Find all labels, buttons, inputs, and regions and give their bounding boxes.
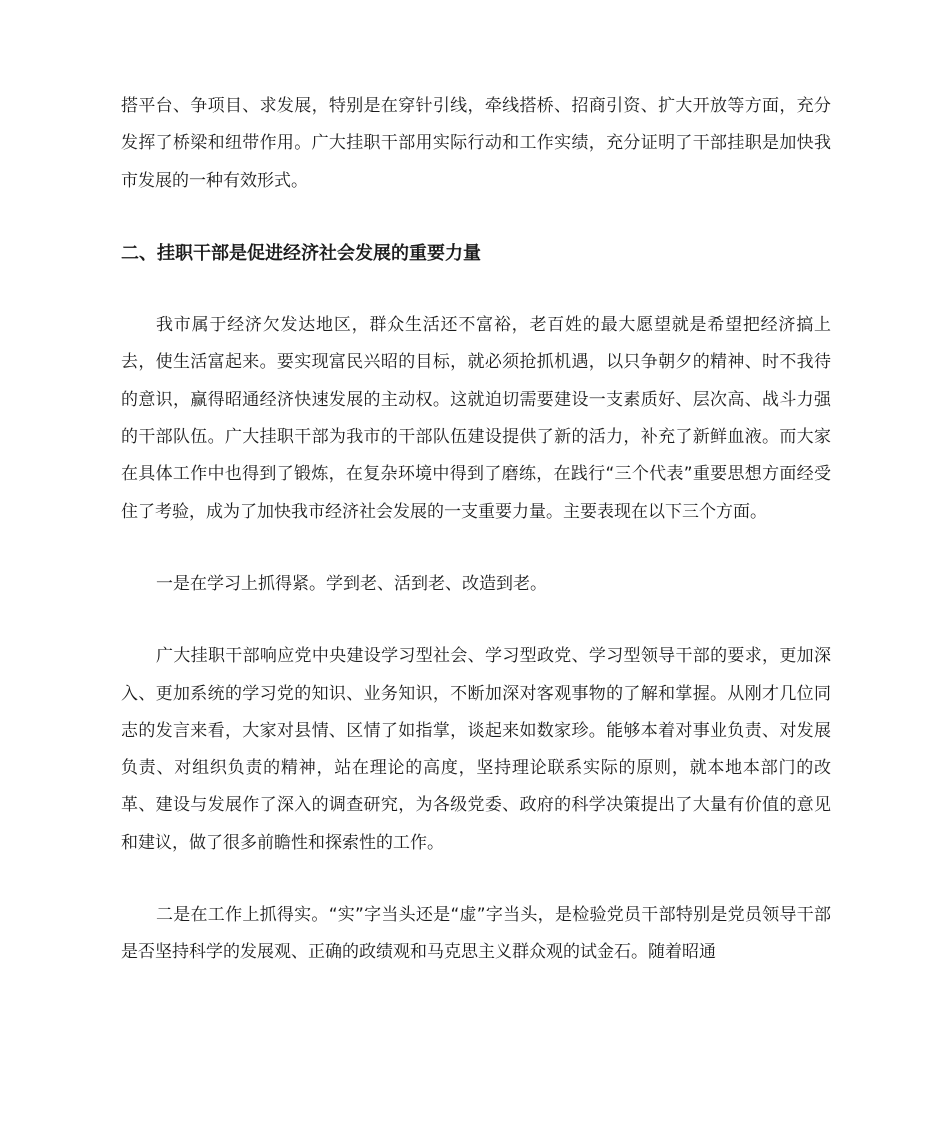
section-heading: 二、挂职干部是促进经济社会发展的重要力量 xyxy=(121,242,481,264)
paragraph: 搭平台、争项目、求发展，特别是在穿针引线，牵线搭桥、招商引资、扩大开放等方面，充分发挥了桥梁和纽带作用。广大挂职干部用实际行动和工作实绩，充分证明了干部挂职是加快我市发展的一种有效形式。 xyxy=(121,96,831,191)
paragraph: 一是在学习上抓得紧。学到老、活到老、改造到老。 xyxy=(156,573,547,594)
document-page xyxy=(121,88,831,972)
paragraph: 二是在工作上抓得实。“实”字当头还是“虚”字当头，是检验党员干部特别是党员领导干部是否坚持科学的发展观、正确的政绩观和马克思主义群众观的试金石。随着昭通 xyxy=(121,905,831,963)
paragraph: 广大挂职干部响应党中央建设学习型社会、学习型政党、学习型领导干部的要求，更加深入、更加系统的学习党的知识、业务知识，不断加深对客观事物的了解和掌握。从刚才几位同志的发言来看，大家对县情、区情了如指掌，谈起来如数家珍。能够本着对事业负责、对发展负责、对组织负责的精神，站在理论的高度，坚持理论联系实际的原则，就本地本部门的改革、建设与发展作了深入的调查研究，为各级党委、政府的科学决策提出了大量有价值的意见和建议，做了很多前瞻性和探索性的工作。 xyxy=(121,646,831,853)
paragraph: 我市属于经济欠发达地区，群众生活还不富裕，老百姓的最大愿望就是希望把经济搞上去，使生活富起来。要实现富民兴昭的目标，就必须抢抓机遇，以只争朝夕的精神、时不我待的意识，赢得昭通经济快速发展的主动权。这就迫切需要建设一支素质好、层次高、战斗力强的干部队伍。广大挂职干部为我市的干部队伍建设提供了新的活力，补充了新鲜血液。而大家在具体工作中也得到了锻炼，在复杂环境中得到了磨练，在践行“三个代表”重要思想方面经受住了考验，成为了加快我市经济社会发展的一支重要力量。主要表现在以下三个方面。 xyxy=(121,315,831,522)
